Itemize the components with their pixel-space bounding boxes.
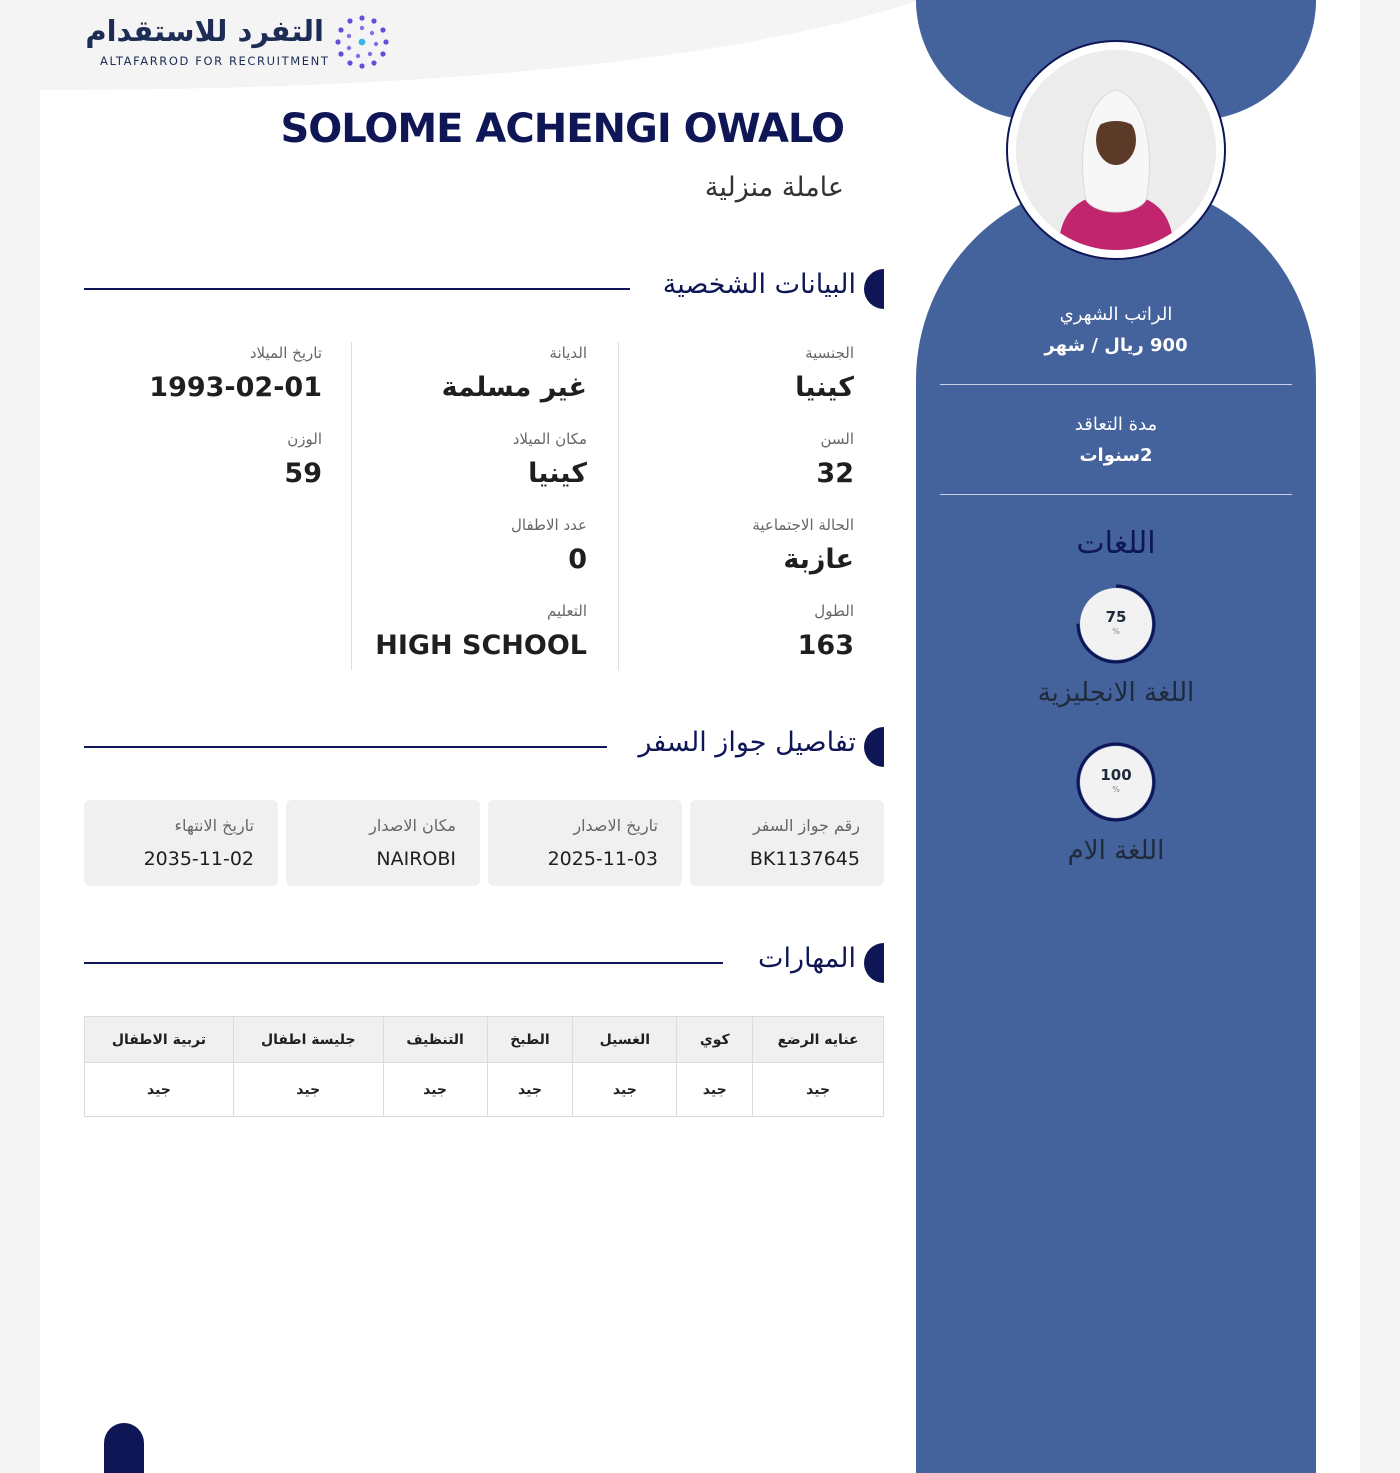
field-value-education: HIGH SCHOOL	[375, 630, 587, 661]
field-value-birthplace: كينيا	[528, 458, 587, 489]
field-value-children: 0	[568, 544, 587, 575]
section-title-personal: البيانات الشخصية	[662, 269, 856, 300]
skill-value: جيد	[573, 1063, 677, 1117]
passport-card-expiry-date	[84, 800, 278, 886]
section-line-passport	[84, 746, 607, 748]
worker-name: SOLOME ACHENGI OWALO	[280, 106, 844, 152]
passport-value: 2025-11-03	[547, 848, 658, 870]
skill-value: جيد	[753, 1063, 884, 1117]
section-title-skills: المهارات	[758, 943, 856, 974]
passport-card-issue-place	[286, 800, 480, 886]
field-value-height: 163	[797, 630, 854, 661]
column-divider	[618, 342, 619, 670]
passport-value: 2035-11-02	[143, 848, 254, 870]
field-label-children: عدد الاطفال	[511, 516, 587, 534]
job-title: عاملة منزلية	[704, 172, 844, 203]
logo-mark-icon	[334, 14, 390, 70]
skill-value: جيد	[85, 1063, 234, 1117]
field-value-weight: 59	[284, 458, 322, 489]
skill-header: جليسة اطفال	[233, 1017, 383, 1063]
section-title-passport: تفاصيل جواز السفر	[638, 727, 856, 758]
field-label-education: التعليم	[547, 602, 587, 620]
language-percent-unit: %	[1112, 627, 1120, 636]
field-value-marital-status: عازبة	[783, 544, 854, 575]
skills-value-row	[85, 1063, 884, 1117]
person-silhouette-icon	[1016, 50, 1216, 250]
language-ring-english	[1076, 584, 1156, 664]
skill-header: الطبخ	[487, 1017, 573, 1063]
section-marker-skills	[864, 943, 884, 983]
contract-label: مدة التعاقد	[1074, 414, 1158, 435]
passport-value: BK1137645	[749, 848, 860, 870]
skill-value: جيد	[383, 1063, 487, 1117]
field-label-height: الطول	[814, 602, 854, 620]
passport-label: تاريخ الاصدار	[573, 816, 658, 835]
field-label-birthdate: تاريخ الميلاد	[249, 344, 322, 362]
languages-title: اللغات	[1076, 526, 1156, 561]
language-percent: 100	[1100, 766, 1132, 784]
language-name-english: اللغة الانجليزية	[1037, 678, 1195, 708]
passport-card-issue-date	[488, 800, 682, 886]
language-name-native: اللغة الام	[1067, 836, 1165, 866]
logo-english-name: ALTAFARROD FOR RECRUITMENT	[100, 54, 330, 68]
skills-header-row	[85, 1017, 884, 1063]
language-ring-native	[1076, 742, 1156, 822]
skills-table	[84, 1016, 884, 1117]
passport-value: NAIROBI	[376, 848, 456, 870]
logo-arabic-name: التفرد للاستقدام	[85, 14, 324, 48]
field-value-birthdate: 1993-02-01	[149, 372, 322, 403]
worker-photo	[1016, 50, 1216, 250]
skill-header: التنظيف	[383, 1017, 487, 1063]
passport-label: رقم جواز السفر	[752, 816, 860, 835]
passport-card-number	[690, 800, 884, 886]
skill-value: جيد	[233, 1063, 383, 1117]
passport-label: مكان الاصدار	[369, 816, 456, 835]
photo-frame	[1006, 40, 1226, 260]
field-label-nationality: الجنسية	[805, 344, 854, 362]
bottom-tab-marker	[104, 1423, 144, 1473]
passport-label: تاريخ الانتهاء	[174, 816, 254, 835]
section-line-personal	[84, 288, 630, 290]
field-value-nationality: كينيا	[795, 372, 854, 403]
skill-header: الغسيل	[573, 1017, 677, 1063]
skill-value: جيد	[677, 1063, 753, 1117]
column-divider	[351, 342, 352, 670]
language-percent: 75	[1105, 608, 1127, 626]
field-label-marital-status: الحالة الاجتماعية	[752, 516, 854, 534]
field-value-religion: غير مسلمة	[441, 372, 587, 403]
section-marker-personal	[864, 269, 884, 309]
salary-value: 900 ريال / شهر	[1044, 335, 1188, 356]
skill-header: كوي	[677, 1017, 753, 1063]
language-percent-unit: %	[1112, 785, 1120, 794]
section-marker-passport	[864, 727, 884, 767]
sidebar-divider	[940, 384, 1292, 385]
field-label-age: السن	[820, 430, 854, 448]
contract-value: 2سنوات	[1079, 445, 1153, 466]
salary-label: الراتب الشهري	[1059, 304, 1173, 325]
sidebar	[916, 0, 1316, 1473]
field-label-religion: الديانة	[549, 344, 587, 362]
skill-header: عنايه الرضع	[753, 1017, 884, 1063]
field-label-birthplace: مكان الميلاد	[512, 430, 587, 448]
field-value-age: 32	[816, 458, 854, 489]
field-label-weight: الوزن	[287, 430, 322, 448]
skill-value: جيد	[487, 1063, 573, 1117]
sidebar-divider	[940, 494, 1292, 495]
sidebar-body	[916, 180, 1316, 1473]
company-logo	[85, 14, 390, 74]
section-line-skills	[84, 962, 723, 964]
skill-header: تربية الاطفال	[85, 1017, 234, 1063]
